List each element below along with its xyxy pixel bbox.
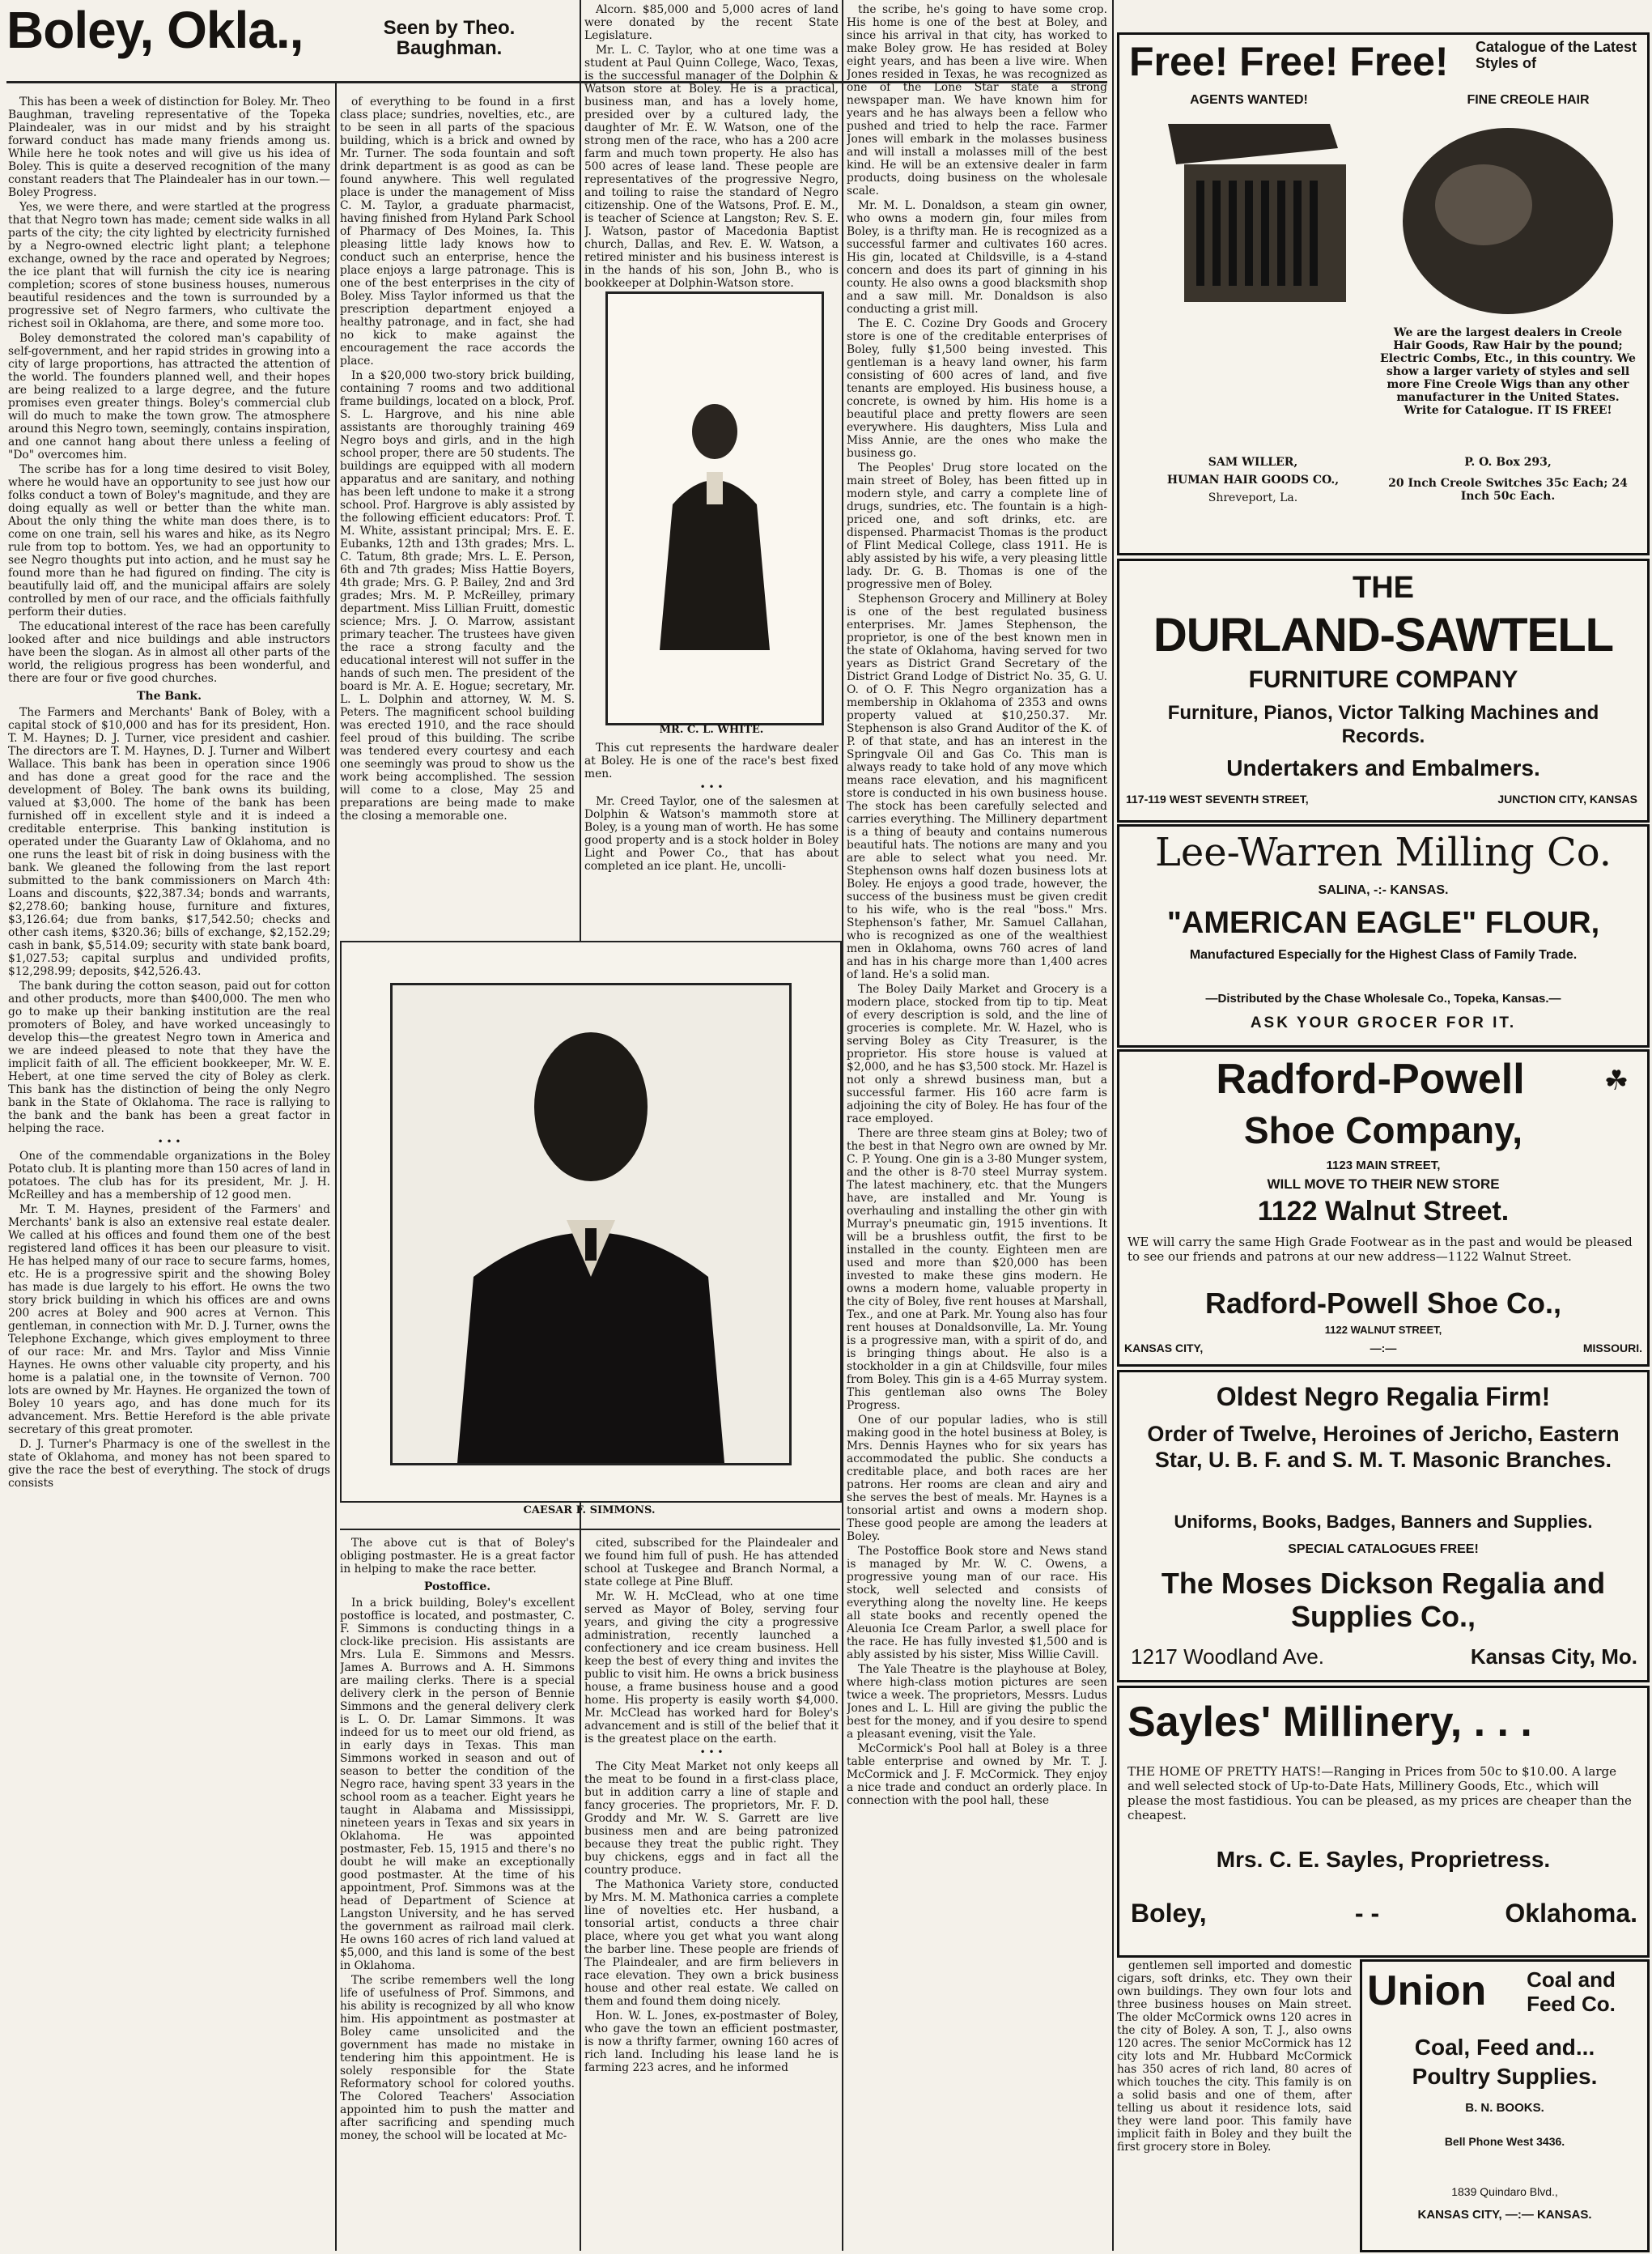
ad-leewarren-ask: ASK YOUR GROCER FOR IT. — [1250, 1014, 1517, 1031]
clover-icon: ☘ — [1603, 1065, 1629, 1096]
paragraph: Mr. W. H. McClead, who at one time served as Mayor of Boley, serving four years, and giving the city a progressive administration, recently launched a confectionery and ice cream business. Hell keep the best of every thing and invites the public to visit him. He owns a brick business house, a frame business house and a good home. His property is easily worth $4,000. Mr. McClead has worked hard for Boley's advancement and is still of the belief that it is the greatest place on the earth. — [584, 1590, 839, 1746]
paragraph: The Peoples' Drug store located on the main street of Boley, has been fitted up in modern style, and carry a complete line of drugs, sundries, etc. The fountain is a high-priced one, and soft drinks, etc. are dispensed. Pharmacist Thomas is the product of Flint Medical College, class 1911. He is ably assisted by his wife, a very pleasing little lady. Dr. G. B. Thomas is one of the progressive men of Boley. — [847, 461, 1107, 591]
ad-hair-city: Shreveport, La. — [1208, 491, 1298, 504]
paragraph: gentlemen sell imported and domestic cigars, soft drinks, etc. They own their own buildings. They own four lots and three business houses on Main street. The older McCormick owns 120 acres in the city of Boley. A son, T. J., also owns 120 acres. The senior McCormick has 12 city lots and Mr. Hubbard McCormick has 350 acres of rich land, 80 acres of which touches the city. This family is on a solid basis and one of them, after telling us about it residence lots, said they were land poor. This family have implicit faith in Boley and they built the first grocery store in Boley. — [1117, 1959, 1352, 2154]
divider: • • • — [157, 1136, 181, 1148]
ad-radford-city-left: KANSAS CITY, — [1124, 1342, 1204, 1355]
paragraph: One of our popular ladies, who is still making good in the hotel business at Boley, is Mrs. Dennis Haynes who for six years has accommodated the public. She conducts a creditable place, and both races are her patrons. Her rooms are clean and airy and she serves the best of meals. Mr. Haynes is a tonsorial artist and owns a modern shop. These good people are among the leaders at Boley. — [847, 1414, 1107, 1543]
portrait-caesar-simmons — [390, 983, 792, 1465]
ad-union-union: Union — [1367, 1967, 1487, 2014]
article-column-3c — [584, 1537, 839, 2249]
ad-hair-body: We are the largest dealers in Creole Hair Goods, Raw Hair by the pound; Electric Combs, Etc., in this country. We show a larger variety of styles and sell more Fine Creole Wigs than any other manufacturer in the United States. Write for Catalogue. IT IS FREE! — [1380, 326, 1636, 417]
ad-sayles-body: THE HOME OF PRETTY HATS!—Ranging in Prices from 50c to $10.00. A large and well selected stock of Up-to-Date Hats, Millinery Goods, Etc., which will please the most fastidious. You can be pleased, as my prices are cheaper than the cheapest. — [1128, 1764, 1632, 1822]
paragraph: the scribe, he's going to have some crop. His home is one of the best at Boley, and since his arrival in that city, has worked to make Boley grow. He has resided at Boley eight years, and has been a live wire. When Jones resided in Texas, he was recognized as one of the Lone Star state a strong newspaper man. We have known him for years and he has always been a fellow who pushed and tried to help the race. Farmer Jones will embark in the molasses business and will install a molasses mill of the best kind. He will be an extensive dealer in farm products, doing business on the wholesale scale. — [847, 3, 1107, 198]
ad-radford-new: 1122 Walnut Street. — [1257, 1196, 1510, 1227]
ad-durland-sawtell — [1117, 559, 1650, 823]
paragraph: The E. C. Cozine Dry Goods and Grocery store is one of the creditable enterprises of Boley, fully $1,500 being invested. This gentleman is a heavy land owner, his farm consisting of 600 acres of land, and five tenants are employed. His business house, a concrete, is owned by him. His home is a beautiful place and pretty flowers are seen everywhere. His daughters, Miss Lula and Miss Annie, are the ones who make the business go. — [847, 317, 1107, 460]
paragraph: The Boley Daily Market and Grocery is a modern place, stocked from tip to tip. Meat of every description is sold, and the line of groceries is complete. Mr. W. Hazel, who is serving Boley as City Treasurer, is the proprietor. His store house is valued at $2,000, and he has $3,500 stock. Mr. Hazel is not only a shrewd business man, but a successful farmer. His 160 acre farm is adjoining the city of Boley. He has four of the race employed. — [847, 983, 1107, 1125]
ad-sayles-dash: - - — [1354, 1899, 1380, 1928]
ad-hair-title-small: Catalogue of the Latest Styles of — [1476, 40, 1637, 71]
paragraph: The Mathonica Variety store, conducted by Mrs. M. M. Mathonica carries a complete line of novelties etc. Her husband, a tonsorial artist, conducts a three chair place, where you get what you want along the barber line. These people are friends of The Plaindealer, and are firm believers in race elevation. They own a brick business house and other real estate. We called on them and found them doing nicely. — [584, 1878, 839, 2008]
portrait-white-image — [608, 294, 822, 723]
paragraph: McCormick's Pool hall at Boley is a three table enterprise and owned by Mr. T. J. McCormick and J. F. McCormick. They enjoy a nice trade and conduct an orderly place. In connection with the pool hall, these — [847, 1742, 1107, 1807]
photo-caption-white: MR. C. L. WHITE. — [659, 724, 764, 736]
paragraph: Mr. Creed Taylor, one of the salesmen at Dolphin & Watson's mammoth store at Boley, is a young man of worth. He has some good property and is a stock holder in Boley Light and Power Co., that has about completed an ice plant. He, uncolli- — [584, 794, 839, 873]
headline: Boley, Okla., — [6, 1, 304, 59]
photo-c-l-white — [605, 291, 824, 725]
paragraph: Hon. W. L. Jones, ex-postmaster of Boley, who gave the town an efficient postmaster, is now a thrifty farmer, owning 160 acres of rich land. Including his lease land he is farming 223 acres, and he informed — [584, 2009, 839, 2074]
section-heading-postoffice: Postoffice. — [423, 1580, 491, 1593]
ad-regalia-uniforms: Uniforms, Books, Badges, Banners and Supplies. — [1174, 1512, 1593, 1532]
ad-union-owner: B. N. BOOKS. — [1465, 2101, 1544, 2115]
article-column-3 — [584, 3, 839, 295]
ad-radford-name2: Radford-Powell Shoe Co., — [1204, 1286, 1561, 1320]
ad-hair-agents: AGENTS WANTED! — [1190, 93, 1308, 107]
ad-union-coal: Coal and Feed Co. — [1527, 1968, 1616, 2016]
ad-durland-sub: FURNITURE COMPANY — [1248, 666, 1518, 693]
paragraph: Mr. M. L. Donaldson, a steam gin owner, who owns a modern gin, four miles from Boley, is a thrifty man. He is recognized as a successful farmer and cultivates 160 acres. His gin, located at Childsville, is a 4-stand concern and does its part of ginning in his county. He also owns a good blacksmith shop and a saw mill. Mr. Donaldson is also conducting a grist mill. — [847, 199, 1107, 316]
ad-hair-box: P. O. Box 293, — [1464, 456, 1552, 469]
paragraph: The bank during the cotton season, paid out for cotton and other products, more than $400,000. The men who go to make up their banking institution are the real promoters of Boley, and have worked unceasingly to develop this—the greatest Negro town in America and we are indeed pleased to note that they have the implicit faith of all. The efficient bookkeeper, Mr. W. E. Hebert, at one time served the city of Boley as clerk. This bank has the distinction of being the only Negro bank in the State of Oklahoma. The race is rallying to the bank and the bank has been a great factor in helping the race. — [8, 980, 330, 1136]
ad-sayles-state: Oklahoma. — [1505, 1899, 1637, 1928]
ad-hair-title: Free! Free! Free! — [1129, 39, 1449, 84]
ad-regalia-orders: Order of Twelve, Heroines of Jericho, Eastern Star, U. B. F. and S. M. T. Masonic Branches. — [1147, 1422, 1620, 1473]
ad-radford-sep: —:— — [1370, 1342, 1397, 1355]
ad-leewarren-made: Manufactured Especially for the Highest Class of Family Trade. — [1189, 948, 1578, 962]
ad-sayles-millinery — [1117, 1686, 1650, 1958]
ad-radford-city-right: MISSOURI. — [1582, 1342, 1642, 1355]
paragraph: One of the commendable organizations in the Boley Potato club. It is planting more than 150 acres of land in potatoes. The club has for its president, Mr. J. H. McReilley and has a membership of 12 good men. — [8, 1150, 330, 1202]
article-postoffice — [340, 1537, 575, 2249]
ad-durland-address: 117-119 WEST SEVENTH STREET, — [1126, 793, 1309, 806]
paragraph: In a $20,000 two-story brick building, containing 7 rooms and two additional frame buildings, located on a block, Prof. S. L. Hargrove, and his nine able assistants are thoroughly training 469 Negro boys and girls, and in the high school proper, there are 50 students. The buildings are equipped with all modern apparatus and are sanitary, and nothing has been left undone to make it a strong school. Prof. Hargrove is ably assisted by the following efficient educators: Prof. T. M. White, assistant principal; Mrs. E. E. Eubanks, 12th and 13th grades; Mrs. L. C. Tatum, 8th grade; Mrs. L. E. Person, 6th and 7th grades; Miss Hattie Boyers, 4th grade; Mrs. G. P. Bailey, 2nd and 3rd grades; Mrs. M. P. McReilley, primary department. Miss Lillian Fruitt, domestic science; Mrs. J. O. Marrow, assistant primary teacher. The trustees have given the race a strong faculty and the educational interest will not suffer in the hands of such men. The president of the board is Mr. A. E. Hogue; secretary, Mr. L. L. Dolphin and attorney, W. M. S. Peters. The magnificent school building was erected 1910, and the race should feel proud of this building. The scribe was tendered every courtesy and each one seemingly was proud to show us the work being accomplished. The session will come to a close, May 25 and preparations are being made to make the closing a memorable one. — [340, 369, 575, 823]
portrait-caption: CAESAR F. SIMMONS. — [523, 1504, 656, 1516]
ad-regalia-city: Kansas City, Mo. — [1470, 1644, 1637, 1669]
paragraph: There are three steam gins at Boley; two of the best in that Negro own are owned by Mr. C. P. Young. One gin is a 3-80 Munger system, and the other is 8-70 steel Murray system. The latest machinery, etc. that the Mungers have, are installed and Mr. Young is overhauling and installing the other gin with Murray's pneumatic gin, 1915 inventions. It will be a brushless outfit, the first to be installed in the county. Eighteen men are used and more than $20,000 has been invested to make these gins modern. He owns a modern home, valuable property in the city of Boley, five rent houses at Marshall, Tex., and one at Park. Mr. Young also has four rent houses at Donaldsonville, La. Mr. Young is a progressive man, with a spirit of do, and is bringing things about. He also is a stockholder in a gin at Childsville, four miles from Boley. This gin is a 4-65 Murray system. This gentleman also owns The Boley Progress. — [847, 1127, 1107, 1412]
ad-leewarren-name: Lee-Warren Milling Co. — [1154, 830, 1612, 875]
article-column-3b — [584, 742, 839, 936]
paragraph: Mr. T. M. Haynes, president of the Farmers' and Merchants' bank is also an extensive real estate dealer. We called at his offices and found them one of the best registered land offices it has been our pleasure to visit. He has helped many of our race to secure farms, homes, etc. He is a progressive spirit and the showing Boley has made is due largely to his effort. He owns the two story brick building in which his offices are and owns 200 acres at Boley and 900 acres at Vernon. This gentleman, in connection with Mr. D. J. Turner, owns the Telephone Exchange, which gives employment to three of our race: Mr. and Mrs. Taylor and Miss Vinnie Haynes. He owns other valuable city property, and his home is a palatial one, in the townsite of Vernon. 700 lots are owned by Mr. Haynes. He organized the town of Boley 10 years ago, and has done much for its advancement. Mrs. Bettie Hereford is the able private secretary of this great promoter. — [8, 1203, 330, 1437]
ad-sayles-name: Sayles' Millinery, . . . — [1128, 1699, 1532, 1746]
ad-hair-price: 20 Inch Creole Switches 35c Each; 24 Inch 50c Each. — [1388, 477, 1628, 503]
ad-hair-company: HUMAN HAIR GOODS CO., — [1166, 474, 1340, 487]
article-column-4 — [847, 3, 1107, 2251]
ad-radford-name: Radford-Powell — [1216, 1056, 1525, 1103]
paragraph: cited, subscribed for the Plaindealer and we found him full of push. He has attended school at Tuskegee and Branch Normal, a state college at Pine Bluff. — [584, 1537, 839, 1588]
paragraph: of everything to be found in a first class place; sundries, novelties, etc., are to be seen in all parts of the spacious building, which is a brick and owned by Mr. Turner. The soda fountain and soft drink department is as good as can be found anywhere. This well regulated place is under the management of Miss C. M. Taylor, a graduate pharmacist, having finished from Hyland Park School of Pharmacy of Des Moines, Ia. This pleasing little lady knows how to conduct such an enterprise, hence the place enjoys a large patronage. This is one of the best enterprises in the city of Boley. Miss Taylor informed us that the prescription department enjoyed a healthy patronage, and in fact, she had no kick to make against the encouragement the race accords the place. — [340, 96, 575, 368]
ad-union-coal — [1360, 1959, 1650, 2252]
ad-hair-name: SAM WILLER, — [1208, 456, 1298, 469]
ad-leewarren-flour: "AMERICAN EAGLE" FLOUR, — [1166, 906, 1600, 940]
paragraph: The educational interest of the race has been carefully looked after and nice buildings and able instructors have been the slogan. As in almost all other parts of the world, the religious progress has been wonderful, and there are four or five good churches. — [8, 620, 330, 685]
paragraph: Stephenson Grocery and Millinery at Boley is one of the best regulated business enterprises. Mr. James Stephenson, the proprietor, is one of the best known men in the state of Oklahoma, having served for two years as District Grand Secretary of the District Grand Lodge of District No. 35, G. U. O. of O. F. This Negro organization has a membership in Oklahoma of 2353 and owns property valued at $10,250.37. Mr. Stephenson is also Grand Auditor of the K. of P. of that state, and has an interest in the Springvale Oil and Gas Co. This man is always ready to take hold of any move which means race elevation, and his magnificent store is conducted in his own business house. The stock has been carefully selected and carries everything. The Millinery department is a thing of beauty and contains numerous beautiful hats. The notions are many and you are able to select what you need. Mr. Stephenson owns half dozen business lots at Boley. He enjoys a good trade, however, the success of the business must be given credit to his wife, who is the real "boss." Mrs. Stephenson's father, Mr. Samuel Callahan, who is recognized as one of the wealthiest men in Oklahoma, owns 760 acres of land and has in his charge more than 1,400 acres of land. He's a solid man. — [847, 593, 1107, 981]
article-column-1 — [8, 96, 330, 2249]
paragraph: The City Meat Market not only keeps all the meat to be found in a first-class place, but in addition carry a line of staple and fancy groceries. The proprietors, Mr. F. D. Groddy and Mr. W. S. Garrett are live business men and are being patronized because they treat the public right. They buy chickens, eggs and in fact all the country produce. — [584, 1759, 839, 1877]
ad-durland-name: DURLAND-SAWTELL — [1153, 609, 1614, 661]
ad-union-address: 1839 Quindaro Blvd., — [1451, 2185, 1558, 2198]
paragraph: This cut represents the hardware dealer at Boley. He is one of the race's best fixed men. — [584, 742, 839, 780]
ad-union-line2: Poultry Supplies. — [1412, 2064, 1598, 2089]
ad-durland-the: THE — [1353, 571, 1414, 605]
ad-leewarren-dist: —Distributed by the Chase Wholesale Co., Topeka, Kansas.— — [1205, 992, 1561, 1006]
portrait-simmons-image — [393, 985, 789, 1463]
ad-hair-creole: FINE CREOLE HAIR — [1467, 93, 1590, 107]
ad-sayles-prop: Mrs. C. E. Sayles, Proprietress. — [1216, 1847, 1551, 1872]
paragraph: This has been a week of distinction for Boley. Mr. Theo Baughman, traveling representative of the Topeka Plaindealer, was in our midst and by his straight forward conduct has made many friends among us. While here he took notes and will give us his idea of Boley. This is quite a deserved recognition of the many constant readers that The Plaindealer has in our town.—Boley Progress. — [8, 96, 330, 199]
ad-regalia-address: 1217 Woodland Ave. — [1131, 1644, 1325, 1669]
ad-durland-city: JUNCTION CITY, KANSAS — [1497, 793, 1637, 806]
divider: • • • — [699, 781, 724, 793]
wig-illustration — [1136, 116, 1629, 318]
paragraph: The scribe has for a long time desired to visit Boley, where he would have an opportunity to see just how our folks conduct a town of Boley's magnitude, and they are doing equally as well or better than the white man. About the only thing the white man does there, is to come on one train, sell his wares and hike, as its Negro rule from top to bottom. Yes, we had an opportunity to see Negro thoughts put into action, and he must say he found more than he had figured on finding. The city is beautifully laid off, and the municipal affairs are solely controlled by men of our race, and the officials faithfully perform their duties. — [8, 463, 330, 619]
ad-union-phone: Bell Phone West 3436. — [1444, 2135, 1565, 2148]
ad-regalia-oldest: Oldest Negro Regalia Firm! — [1216, 1382, 1551, 1411]
paragraph: Mr. L. C. Taylor, who at one time was a student at Paul Quinn College, Waco, Texas, is the successful manager of the Dolphin & Watson store at Boley. He is a practical, business man, and has a lovely home, presided over by a cultured lady, the daughter of Mr. E. W. Watson, one of the strong men of the race, who has a 200 acre farm and much town property. He also has 500 acres of lease land. These people are representatives of the progressive Negro, and toiling to raise the standard of Negro citizenship. One of the Watsons, Prof. E. M., is teacher of Science at Langston; Rev. S. E. J. Watson, pastor of Macedonia Baptist church, Dallas, and Rev. E. W. Watson, a retired minister and his business interest is in the hands of his son, John B., who is bookkeeper at Dolphin-Watson store. — [584, 44, 839, 290]
ad-radford-powell — [1117, 1049, 1650, 1367]
paragraph: Alcorn. $85,000 and 5,000 acres of land were donated by the recent State Legislature. — [584, 3, 839, 42]
paragraph: Boley demonstrated the colored man's capability of self-government, and her rapid strides in growing into a city of large proportions, has attracted the attention of the world. The founders planned well, and their hopes are being realized to a large degree, and the future promises even greater things. Boley's commercial club will do much to make the town grow. The atmosphere around this Negro town, seemingly, contains inspiration, and one cannot hang about there unless a feeling of "Do" overcomes him. — [8, 332, 330, 461]
ad-sayles-city: Boley, — [1131, 1899, 1207, 1928]
article-column-2 — [340, 96, 575, 938]
ad-moses-dickson-regalia — [1117, 1370, 1650, 1682]
paragraph: The Farmers and Merchants' Bank of Boley, with a capital stock of $10,000 and has for its president, Hon. T. M. Haynes; D. J. Turner, vice president and cashier. The directors are T. M. Haynes, D. J. Turner and Wilbert Wallace. This bank has been in operation since 1906 and has done a great good for the race and the development of Boley. The bank owns its building, valued at $3,000. The home of the bank has been furnished off in excellent style and it is indeed a creditable enterprise. This banking institution is operated under the Guaranty Law of Oklahoma, and no one runs the least bit of risk in doing business with the bank. We gleaned the following from the last report submitted to the bank commissioners on March 4th: Loans and discounts, $22,387.34; bonds and warrants, $2,278.60; banking house, furniture and fixtures, $3,126.64; due from banks, $17,542.50; checks and other cash items, $320.36; bills of exchange, $2,152.29; cash in bank, $5,514.09; security with state bank board, $1,027.53; capital surplus and undivided profits, $12,298.99; deposits, $42,526.43. — [8, 706, 330, 979]
paragraph: The Postoffice Book store and News stand is managed by Mr. W. C. Owens, a progressive young man of our race. His stock, well selected and consists of everything along the novelty line. He keeps all state books and recently opened the Aleuonia Ice Cream Parlor, a swell place for the race. He has fully invested $1,500 and is ably assisted by his sister, Miss Willie Cavill. — [847, 1545, 1107, 1661]
ad-lee-warren — [1117, 824, 1650, 1048]
ad-union-city: KANSAS CITY, —:— KANSAS. — [1417, 2208, 1592, 2222]
ad-hair-goods — [1117, 32, 1650, 555]
divider: • • • — [699, 1746, 724, 1758]
ad-radford-address2: 1122 WALNUT STREET, — [1324, 1324, 1442, 1336]
article-column-5-bottom — [1117, 1959, 1352, 2251]
paragraph: D. J. Turner's Pharmacy is one of the swellest in the state of Oklahoma, and money has not been spared to give the race the best of everything. The stock of drugs consists — [8, 1438, 330, 1491]
paragraph: The Yale Theatre is the playhouse at Boley, where high-class motion pictures are seen twice a week. The proprietors, Messrs. Ludus Jones and L. L. Hill are giving the public the best for the money, and if you desire to spend a pleasant evening, visit the Yale. — [847, 1663, 1107, 1741]
paragraph: The above cut is that of Boley's obliging postmaster. He is a great factor in helping to make the race better. — [340, 1537, 575, 1576]
byline: Seen by Theo. Baughman. — [383, 18, 516, 60]
paragraph: Yes, we were there, and were startled at the progress that that Negro town has made; cement side walks in all parts of the city; the city lighted by electricity furnished by a Negro-owned electric light plant; a telephone exchange, owned by the race and operated by Negroes; the ice plant that will furnish the city ice is nearing completion; scores of stone business houses, numerous beautiful residences and the town is surrounded by a progressive set of Negro farmers, who cultivate the richest soil in Oklahoma, are there, and some more too. — [8, 201, 330, 330]
ad-radford-move: WILL MOVE TO THEIR NEW STORE — [1267, 1176, 1500, 1192]
ad-radford-address: 1123 MAIN STREET, — [1326, 1159, 1441, 1172]
section-heading-bank: The Bank. — [136, 690, 202, 703]
ad-durland-line1: Furniture, Pianos, Victor Talking Machines and Records. — [1167, 702, 1599, 747]
paragraph: In a brick building, Boley's excellent postoffice is located, and postmaster, C. F. Simmons is conducting things in a clock-like precision. His assistants are Mrs. Lula E. Simmons and Messrs. James A. Burrows and A. H. Simmons are mailing clerks. There is a special delivery clerk in the person of Bennie Simmons and the general delivery clerk is L. O. Dr. Lamar Simmons. It was indeed for us to meet our old friend, as in early days in Texas. This man Simmons worked in season and out of season to better the condition of the Negro race, having spent 33 years in the school room as a teacher. Eight years he taught in Alabama and Mississippi, nineteen years in Texas and six years in Oklahoma. He was appointed postmaster, Feb. 15, 1915 and there's no doubt he will make an exceptionally good postmaster. At the time of his appointment, Prof. Simmons was at the head of Department of Science at Langston University, and he has served the government as railroad mail clerk. He owns 160 acres of rich land valued at $5,000, and this land is some of the best in Oklahoma. — [340, 1597, 575, 1973]
ad-durland-line2: Undertakers and Embalmers. — [1226, 755, 1540, 780]
ad-radford-body: WE will carry the same High Grade Footwear as in the past and would be pleased to see our friends and patrons at our new address—1122 Walnut Street. — [1128, 1235, 1633, 1264]
ad-leewarren-city: SALINA, -:- KANSAS. — [1318, 883, 1449, 897]
paragraph: The scribe remembers well the long life of usefulness of Prof. Simmons, and his ability is recognized by all who know him. His appointment as postmaster at Boley came unsolicited and the government has made no mistake in tendering him this appointment. He is solely responsible for the State Reformatory school for colored youths. The Colored Teachers' Association appointed him to push the matter and after sacrificing and spending much money, the school will be located at Mc- — [340, 1974, 575, 2143]
ad-regalia-special: SPECIAL CATALOGUES FREE! — [1288, 1542, 1479, 1556]
portrait-frame — [340, 941, 842, 1503]
ad-union-line1: Coal, Feed and... — [1414, 2035, 1595, 2060]
ad-radford-sub: Shoe Company, — [1243, 1109, 1523, 1151]
ad-regalia-name: The Moses Dickson Regalia and Supplies Co., — [1161, 1567, 1606, 1634]
